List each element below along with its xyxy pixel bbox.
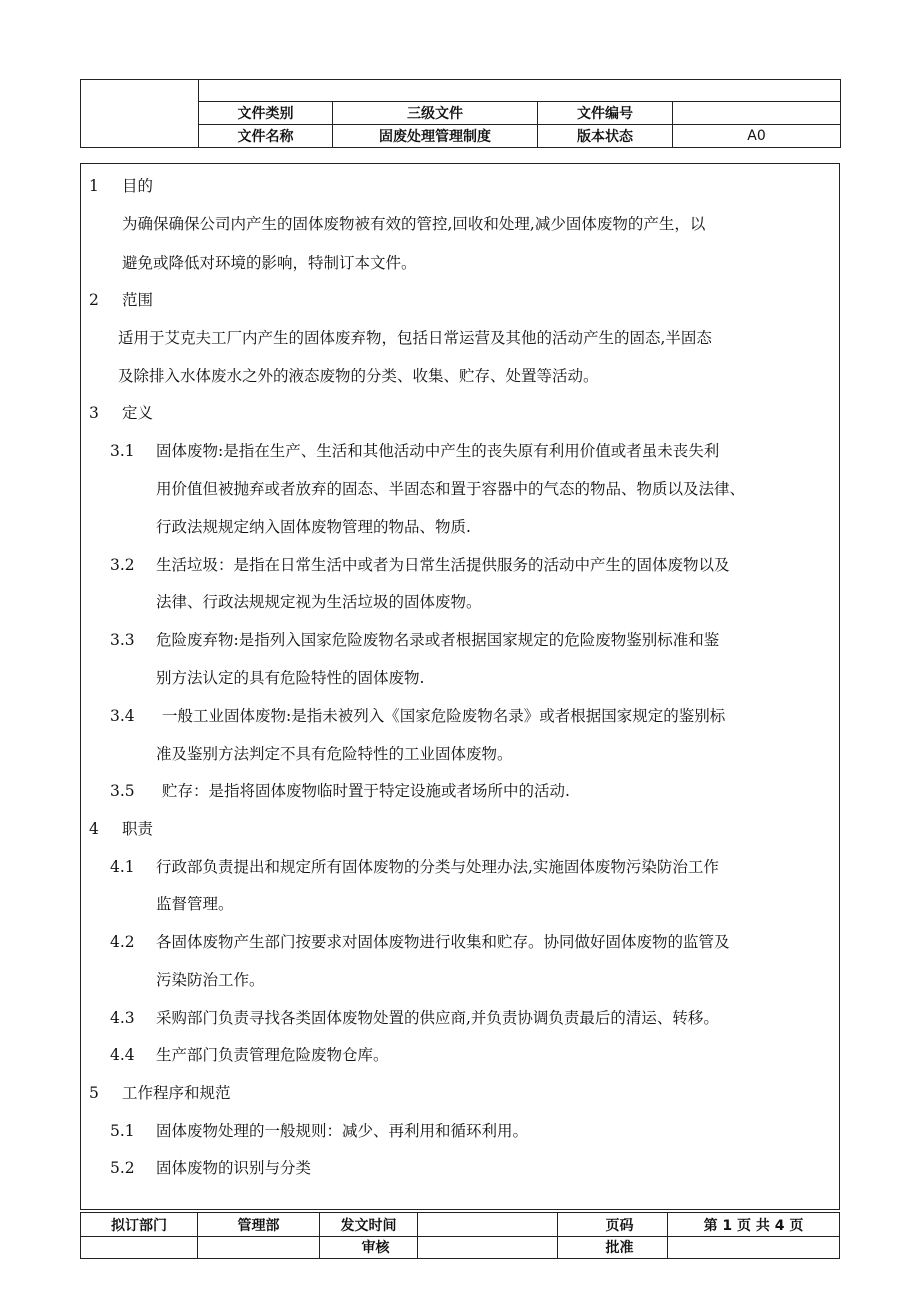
section-1-paragraph-line-1: 为确保确保公司内产生的固体废物被有效的管控,回收和处理,减少固体废物的产生，以 (122, 215, 706, 233)
header-row-2 (199, 125, 840, 147)
section-2-paragraph-line-1: 适用于艾克夫工厂内产生的固体废弃物，包括日常运营及其他的活动产生的固态,半固态 (118, 329, 712, 347)
item-3-3-line-2: 别方法认定的具有危险特性的固体废物. (156, 669, 425, 687)
file-name-label: 文件名称 (199, 125, 333, 147)
item-5-1-number: 5.1 (110, 1122, 135, 1140)
section-1-number: 1 (89, 177, 99, 195)
document-header-table (80, 79, 841, 148)
file-category-label: 文件类别 (199, 102, 333, 124)
review-label: 审核 (320, 1236, 418, 1258)
item-4-3-number: 4.3 (110, 1009, 135, 1027)
section-1-paragraph-line-2: 避免或降低对环境的影响，特制订本文件。 (122, 254, 417, 272)
header-row-1 (199, 102, 840, 125)
item-5-2-number: 5.2 (110, 1159, 135, 1177)
issue-time-value (418, 1213, 558, 1236)
version-value: A0 (747, 128, 766, 144)
section-5-number: 5 (89, 1084, 99, 1102)
file-name-value: 固废处理管理制度 (333, 125, 538, 147)
item-5-1-line-1: 固体废物处理的一般规则：减少、再利用和循环利用。 (156, 1122, 529, 1140)
item-3-1-line-1: 固体废物:是指在生产、生活和其他活动中产生的丧失原有利用价值或者虽未丧失利 (156, 442, 720, 460)
footer-row-1 (81, 1213, 839, 1237)
footer-row-2 (81, 1236, 839, 1258)
item-3-1-line-3: 行政法规规定纳入固体废物管理的物品、物质. (156, 518, 471, 536)
footer-empty-cell-2 (198, 1236, 320, 1258)
page-label: 页码 (558, 1213, 668, 1236)
section-2-title: 范围 (122, 291, 154, 309)
item-4-1-number: 4.1 (110, 858, 135, 876)
item-4-3-line-1: 采购部门负责寻找各类固体废物处置的供应商,并负责协调负责最后的清运、转移。 (156, 1009, 719, 1027)
header-top-row (199, 80, 840, 102)
item-3-1-line-2: 用价值但被抛弃或者放弃的固态、半固态和置于容器中的气态的物品、物质以及法律、 (156, 480, 746, 498)
section-3-title: 定义 (122, 404, 154, 422)
item-4-2-line-2: 污染防治工作。 (156, 971, 265, 989)
file-number-value (673, 102, 840, 124)
item-3-1-number: 3.1 (110, 442, 135, 460)
page-value: 第 1 页 共 4 页 (703, 1217, 804, 1234)
item-5-2-line-1: 固体废物的识别与分类 (156, 1159, 312, 1177)
section-2-paragraph-line-2: 及除排入水体废水之外的液态废物的分类、收集、贮存、处置等活动。 (118, 367, 599, 385)
logo-cell (81, 80, 199, 147)
section-5-title: 工作程序和规范 (122, 1084, 231, 1102)
item-3-4-line-1: 一般工业固体废物:是指未被列入《国家危险废物名录》或者根据国家规定的鉴别标 (162, 707, 726, 725)
item-3-3-line-1: 危险废弃物:是指列入国家危险废物名录或者根据国家规定的危险废物鉴别标准和鉴 (156, 631, 720, 649)
drafting-dept-value: 管理部 (198, 1213, 320, 1236)
item-3-5-line-1: 贮存：是指将固体废物临时置于特定设施或者场所中的活动. (162, 782, 570, 800)
footer-empty-cell-1 (81, 1236, 198, 1258)
approve-label: 批准 (558, 1236, 668, 1258)
item-4-4-line-1: 生产部门负责管理危险废物仓库。 (156, 1046, 389, 1064)
document-footer-table (80, 1212, 840, 1259)
item-3-2-line-2: 法律、行政法规规定视为生活垃圾的固体废物。 (156, 593, 482, 611)
section-4-title: 职责 (122, 820, 154, 838)
approve-value (668, 1236, 839, 1258)
item-3-4-line-2: 准及鉴别方法判定不具有危险特性的工业固体废物。 (156, 745, 513, 763)
item-4-4-number: 4.4 (110, 1046, 135, 1064)
file-number-label: 文件编号 (538, 102, 673, 124)
section-2-number: 2 (89, 291, 99, 309)
item-4-1-line-1: 行政部负责提出和规定所有固体废物的分类与处理办法,实施固体废物污染防治工作 (156, 858, 719, 876)
issue-time-label: 发文时间 (320, 1213, 418, 1236)
item-3-5-number: 3.5 (110, 782, 135, 800)
section-4-number: 4 (89, 820, 99, 838)
item-3-2-number: 3.2 (110, 556, 135, 574)
section-1-title: 目的 (122, 177, 154, 195)
version-label: 版本状态 (538, 125, 673, 147)
item-4-2-number: 4.2 (110, 933, 135, 951)
item-4-2-line-1: 各固体废物产生部门按要求对固体废物进行收集和贮存。协同做好固体废物的监管及 (156, 933, 730, 951)
file-category-value: 三级文件 (333, 102, 538, 124)
review-value (418, 1236, 558, 1258)
item-3-3-number: 3.3 (110, 631, 135, 649)
item-4-1-line-2: 监督管理。 (156, 895, 234, 913)
item-3-2-line-1: 生活垃圾：是指在日常生活中或者为日常生活提供服务的活动中产生的固体废物以及 (156, 556, 730, 574)
drafting-dept-label: 拟订部门 (81, 1213, 198, 1236)
section-3-number: 3 (89, 404, 99, 422)
item-3-4-number: 3.4 (110, 707, 135, 725)
